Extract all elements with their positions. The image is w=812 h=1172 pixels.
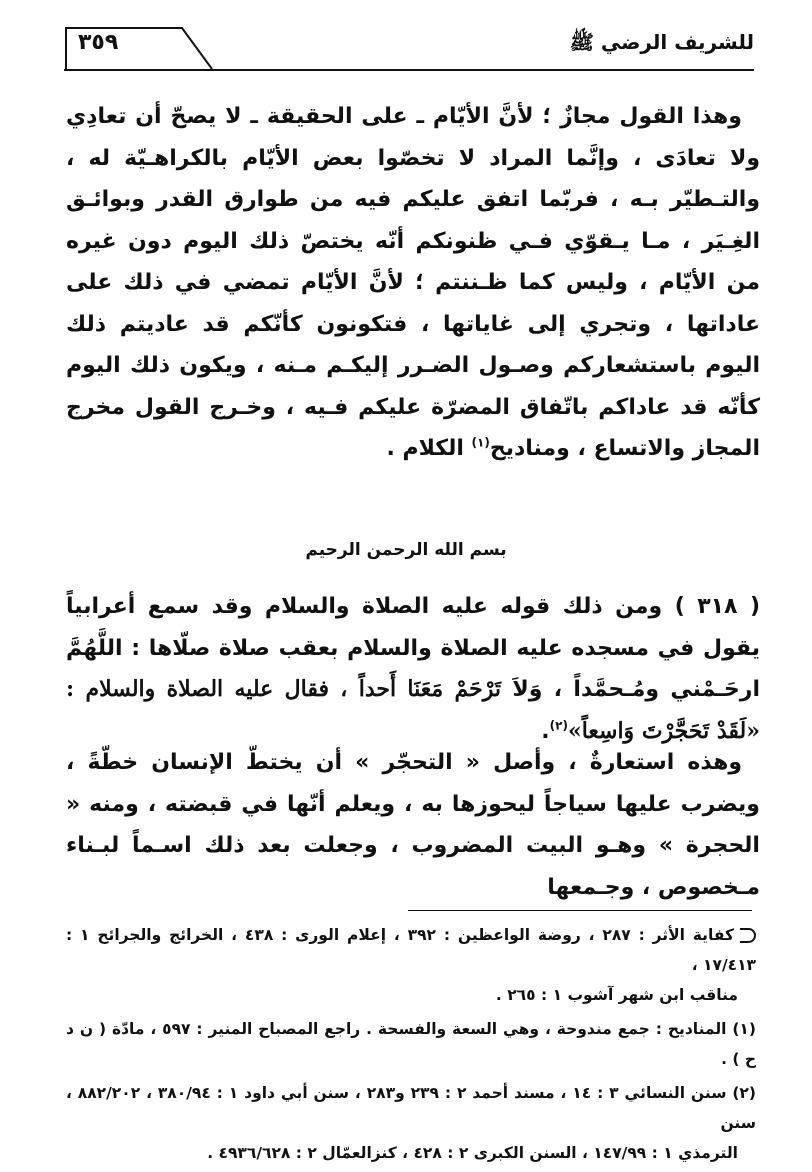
footnotes — [66, 920, 756, 1172]
running-header — [64, 22, 754, 70]
text-line: كأنّكم قد عاديتم ذلك اليوم باستشعاركم وصـول الضـرر إليكـم مـنه ، — [66, 311, 760, 378]
paragraph-3 — [66, 742, 760, 908]
footnote-text: كفاية الأثر : ٢٨٧ ، روضة الواعظين : ٣٩٢ ، إعلام الورى : ٤٣٨ ، الخرائج والجرائح ١ : ١٧/٤١٣ ، — [66, 926, 756, 974]
footnote-2 — [66, 1078, 756, 1168]
footnote-text: الترمذي ١ : ١٤٧/٩٩ ، السنن الكبرى ٢ : ٤٢٨ ، كنزالعمّال ٢ : ٤٩٣٦/٦٢٨ . — [207, 1144, 738, 1162]
text-line: . — [541, 718, 550, 744]
citation-mark-icon — [740, 928, 756, 943]
text-line: ويكون ذلك اليوم كأنّه قد عاداكم باتّفاق المضرّة عليكم فـيه ، وخـرج — [66, 353, 760, 420]
text-line: عليها سياجاً ليحوزها به ، ويعلم أنّها في قبضته ، ومنه « الحجرة » وهـو — [66, 791, 760, 858]
text-line: وهذه استعارةٌ ، وأصل « التحجّر » أن يختطّ الإنسان خطّةً ، ويضرب — [66, 750, 760, 817]
text-line: لأنَّ الأيّام تمضي في ذلك على عاداتها ، وتجري إلى غاياتها ، فتكونون — [66, 270, 760, 337]
footnote-ref-1[interactable]: (١) — [471, 435, 490, 450]
text-line: ظنونكم أنّه يختصّ ذلك اليوم دون غيره من الأيّام ، وليس كما ظـننتم ؛ — [66, 228, 760, 295]
footnote-separator — [408, 910, 752, 911]
text-line: عليه الصلاة والسلام بعقب صلاة صلّاها : اللَّهُمَّ ارحَـمْني ومُـحمَّداً ، وَلاَ — [66, 635, 760, 702]
paragraph-2 — [66, 586, 760, 752]
text-line: القول مخرج المجاز والاتساع ، ومناديح — [66, 394, 760, 461]
text-line: البيت المضروب ، وجعلت بعد ذلك اسـماً لبـناء مـخصوص ، وجـمعها — [66, 833, 760, 900]
text-line: تَرْحَمْ مَعَنَا أَحداً ، فقال عليه الصلاة والسلام : «لَقَدْ تَحَجَّرْتَ وَاسِعاً» — [66, 676, 760, 744]
page-number: ٣٥٩ — [78, 30, 119, 55]
footnote-sources — [66, 920, 756, 1010]
text-line: الكلام . — [386, 436, 472, 461]
footnote-ref-2[interactable]: (٢) — [549, 718, 568, 733]
text-line: وهذا القول مجازٌ ؛ لأنَّ الأيّام ـ على الحقيقة ـ لا يصحّ أن تعادِي ولا — [66, 104, 760, 171]
text-line: فربّما اتفق عليكم فيه من طوارق القدر وبوائـق الغِـيَر ، مـا يـقوّي فـي — [66, 187, 760, 254]
footnote-1 — [66, 1014, 756, 1074]
paragraph-1 — [66, 96, 760, 470]
header-rule — [64, 69, 754, 71]
item-number: ( ٣١٨ ) — [674, 594, 761, 619]
text-line: تعادَى ، وإنَّما المراد لا تخصّوا بعض الأيّام بالكراهـيّة له ، والتـطيّر بـه ، — [66, 145, 760, 212]
footnote-text: مناقب ابن شهر آشوب ١ : ٢٦٥ . — [495, 986, 738, 1004]
footnote-text: (٢) سنن النسائي ٣ : ١٤ ، مسند أحمد ٢ : ٢٣٩ و٢٨٣ ، سنن أبي داود ١ : ٣٨٠/٩٤ ، ٨٨٢/٢٠٢ ، سنن — [66, 1084, 756, 1132]
text-line: ومن ذلك قوله عليه الصلاة والسلام وقد سمع أعرابياً يقول في مسجده — [66, 594, 760, 661]
header-title: للشريف الرضي ﷺ — [569, 30, 754, 54]
footnote-text: (١) المناديح : جمع مندوحة ، وهي السعة والفسحة . راجع المصباح المنير : ٥٩٧ ، مادّة ( ن د ح ) . — [66, 1020, 756, 1068]
basmala-heading: بسم الله الرحمن الرحيم — [305, 540, 507, 560]
